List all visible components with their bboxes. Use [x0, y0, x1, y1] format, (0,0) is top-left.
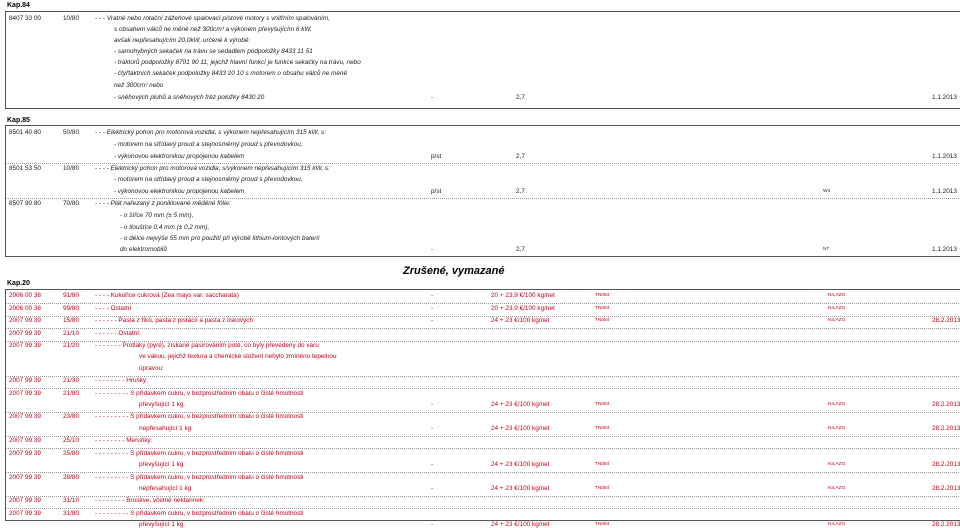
tariff-rate: 28/80: [63, 473, 79, 481]
date: 28.2.2013: [932, 484, 960, 492]
duty: 24 + 23 €/100 kg/net: [491, 461, 550, 468]
tariff-code: 2006 00 38: [9, 292, 41, 299]
description-line: - o délce nejvýše 55 mm pro použití při výrobě lithium-iontových baterií: [120, 235, 320, 242]
tariff-code: 2007 99 39: [9, 377, 41, 385]
date: 28.2.2013: [932, 461, 960, 468]
tariff-rate: 21/80: [63, 389, 79, 397]
tariff-code: 8501 40 80: [9, 129, 41, 136]
unit: -: [431, 424, 434, 432]
tariff-code: 2007 99 39: [9, 342, 41, 349]
tariff-code: 2007 99 39: [9, 317, 41, 324]
description-line: avšak nepřesahujícím 20,0kW, určené k výrobě:: [114, 37, 251, 44]
tariff-rate: 50/80: [63, 129, 79, 136]
date: 28.2.2013: [932, 521, 960, 528]
tariff-rate: 21/30: [63, 377, 79, 385]
duty: 24 + 23 €/100 kg/net: [491, 400, 550, 408]
date: 28.2.2013: [932, 317, 960, 324]
tariff-rate: 10/80: [63, 165, 79, 172]
tariff-code: 8507 90 80: [9, 200, 41, 207]
tn-code: TN084: [595, 401, 610, 407]
description-line: - traktorů podpoložky 8701 90 11, jejichž hlavní funkcí je funkce sekačky na trávu, nebo: [114, 59, 361, 66]
description-line: - - - - - - - - Broskve, včetně nektarinek:: [95, 497, 205, 505]
description-line: - - - - Elektrický pohon pro motorová vozidla, s/výkonem nepřesahujícím 315 kW, s:: [95, 165, 330, 172]
description-line: - - - Vratné nebo rotační zážehové spalovací pístové motory s vnitřním spalováním,: [95, 15, 331, 22]
tariff-code: 2006 00 38: [9, 304, 41, 312]
description-line: - - - - - - - - - S přídavkem cukru, v bezprostředním obalu o čisté hmotnosti: [95, 449, 304, 457]
description-line: ve vakuu, jejichž textura a chemické složení nebylo zmíněno tepelnou: [139, 353, 337, 361]
description-line: - samohybných sekaček na trávu se sedadlem podpoložky 8433 11 51: [114, 48, 313, 55]
chapter-20-title: Kap.20: [7, 280, 30, 287]
chapter-85-title: Kap.85: [7, 117, 30, 124]
description-line: úpravou:: [139, 364, 164, 372]
tariff-code: 2007 99 39: [9, 449, 41, 457]
tariff-rate: 25/80: [63, 449, 79, 457]
tariff-rate: 99/80: [63, 304, 79, 312]
description-line: nepřesahující 1 kg: [139, 424, 192, 432]
unit: -: [431, 400, 434, 408]
unit: -: [431, 484, 434, 492]
n4-code: N4,AZG: [828, 522, 846, 528]
date: 28.2.2013: [932, 400, 960, 408]
duty: 2,7: [516, 188, 525, 195]
description-line: - - - - - - - - - S přídavkem cukru, v bezprostředním obalu o čisté hmotnosti: [95, 389, 304, 397]
tn-code: TN084: [595, 425, 610, 431]
description-line: - - - - - - - - - S přídavkem cukru, v bezprostředním obalu o čisté hmotnosti: [95, 413, 304, 421]
description-line: než 300cm³ nebo: [114, 82, 164, 89]
description-line: - - - - - - - - - S přídavkem cukru, v bezprostředním obalu o čisté hmotnosti: [95, 509, 304, 517]
chapter-84-box: [5, 11, 960, 109]
tariff-code: 8501 53 50: [9, 165, 41, 172]
date: 1.1.2013: [932, 94, 957, 101]
tariff-rate: 31/10: [63, 497, 79, 505]
unit: p/st: [431, 153, 442, 160]
unit: -: [431, 246, 434, 253]
tariff-code: 2007 99 39: [9, 329, 41, 337]
description-line: - čtyřtaktních sekaček podpoložky 8433 20 10 s motorem o obsahu válců ne méně: [114, 70, 348, 77]
description-line: s obsahem válců ne měně než 300cm³ a výkonem převyšujícím 6 kW,: [114, 26, 312, 33]
tariff-rate: 91/80: [63, 292, 79, 299]
duty: 2,7: [516, 246, 525, 253]
cancelled-box: [5, 289, 960, 528]
description-line: - - - - - - - - Hrušky:: [95, 377, 148, 385]
unit: -: [431, 461, 434, 468]
duty: 20 + 23,9 €/100 kg/net: [491, 292, 555, 299]
tariff-rate: 23/80: [63, 413, 79, 421]
tariff-rate: 10/80: [63, 15, 79, 22]
duty: 2,7: [516, 94, 525, 101]
note-code: W4: [823, 189, 831, 194]
n4-code: N4,AZG: [828, 305, 846, 311]
row-divider: [6, 163, 960, 164]
tariff-code: 2007 99 39: [9, 473, 41, 481]
n4-code: N4,AZG: [828, 401, 846, 407]
tn-code: TN084: [595, 305, 610, 311]
section-title: Zrušené, vymazané: [403, 265, 505, 277]
tn-code: TN084: [595, 293, 610, 298]
description-line: - - - - Plát nařezaný z poniklované měděné fólie:: [95, 200, 231, 207]
n4-code: N4,AZG: [828, 425, 846, 431]
tariff-code: 2007 99 39: [9, 413, 41, 421]
tariff-code: 2007 99 39: [9, 437, 41, 445]
description-line: převyšující 1 kg: [139, 400, 184, 408]
duty: 20 + 23,9 €/100 kg/net: [491, 304, 555, 312]
description-line: - motorem na střídavý proud a stejnosměrný proud s převodovkou,: [114, 176, 303, 183]
description-line: - - - - - - Pasta z fíků, pasta z pistácií a pasta z liskových: [95, 317, 254, 324]
date: 1.1.2013: [932, 188, 957, 195]
description-line: - motorem na střídavý proud a stejnosměrný proud s převodovkou,: [114, 141, 303, 148]
unit: -: [431, 292, 434, 299]
n4-code: N4,AZG: [828, 485, 846, 491]
note-code: N7: [823, 247, 830, 252]
tn-code: TN084: [595, 485, 610, 491]
description-line: - sněhových pluhů a sněhových fréz položky 8430 20: [114, 94, 265, 101]
n4-code: N4,AZG: [828, 293, 846, 298]
description-line: - - - - - - - Protlaky (pyré), získané pasírováním poté, co byly převedeny do varu: [95, 342, 319, 349]
tn-code: TN084: [595, 462, 610, 467]
tariff-rate: 70/80: [63, 200, 79, 207]
description-line: - o tloušťce 0,4 mm (± 0,2 mm),: [120, 224, 210, 231]
n4-code: N4,AZG: [828, 462, 846, 467]
row-divider: [6, 303, 960, 304]
description-line: - - - - - - Ostatní:: [95, 329, 141, 337]
tariff-code: 2007 99 39: [9, 509, 41, 517]
duty: 24 + 23 €/100 kg/net: [491, 521, 550, 528]
row-divider: [6, 328, 960, 329]
description-line: - výkonovou elektronikou propojenou kabelem: [114, 188, 245, 195]
duty: 2,7: [516, 153, 525, 160]
description-line: převyšující 1 kg: [139, 521, 184, 528]
description-line: - - - - Ostatní: [95, 304, 132, 312]
tn-code: TN084: [595, 318, 610, 323]
description-line: - výkonovou elektronikou propojenou kabelem: [114, 153, 245, 160]
tariff-rate: 31/80: [63, 509, 79, 517]
unit: p/st: [431, 188, 442, 195]
description-line: - - - - Kukuřice cukrová (Zea mays var. saccharata): [95, 292, 239, 299]
tariff-code: 2007 99 39: [9, 497, 41, 505]
description-line: - - - Elektrický pohon pro motorová vozidla, s výkonem nepřesahujícím 315 kW, s:: [95, 129, 326, 136]
tariff-code: 2007 99 39: [9, 389, 41, 397]
unit: -: [431, 94, 434, 101]
tariff-code: 8407 33 00: [9, 15, 41, 22]
duty: 24 + 23 €/100 kg/net: [491, 484, 550, 492]
description-line: - - - - - - - - Meruňky:: [95, 437, 153, 445]
duty: 24 + 23 €/100 kg/net: [491, 424, 550, 432]
tariff-rate: 21/10: [63, 329, 79, 337]
date: 1.1.2013: [932, 246, 957, 253]
unit: -: [431, 521, 434, 528]
tn-code: TN084: [595, 522, 610, 528]
unit: -: [431, 304, 434, 312]
description-line: do elektromobilů: [120, 246, 167, 253]
description-line: - - - - - - - - - S přídavkem cukru, v bezprostředním obalu o čisté hmotnosti: [95, 473, 304, 481]
chapter-84-title: Kap.84: [7, 2, 30, 9]
tariff-rate: 25/10: [63, 437, 79, 445]
unit: -: [431, 317, 434, 324]
date: 1.1.2013: [932, 153, 957, 160]
duty: 24 + 23 €/100 kg/net: [491, 317, 550, 324]
n4-code: N4,AZG: [828, 318, 846, 323]
date: 28.2.2013: [932, 424, 960, 432]
chapter-85-box: [5, 125, 960, 257]
description-line: nepřesahující 1 kg: [139, 484, 192, 492]
tariff-rate: 15/80: [63, 317, 79, 324]
row-divider: [6, 376, 960, 377]
description-line: - o šířce 70 mm (± 5 mm),: [120, 212, 194, 219]
description-line: převyšující 1 kg: [139, 461, 184, 468]
row-divider: [6, 198, 960, 199]
tariff-rate: 21/20: [63, 342, 79, 349]
